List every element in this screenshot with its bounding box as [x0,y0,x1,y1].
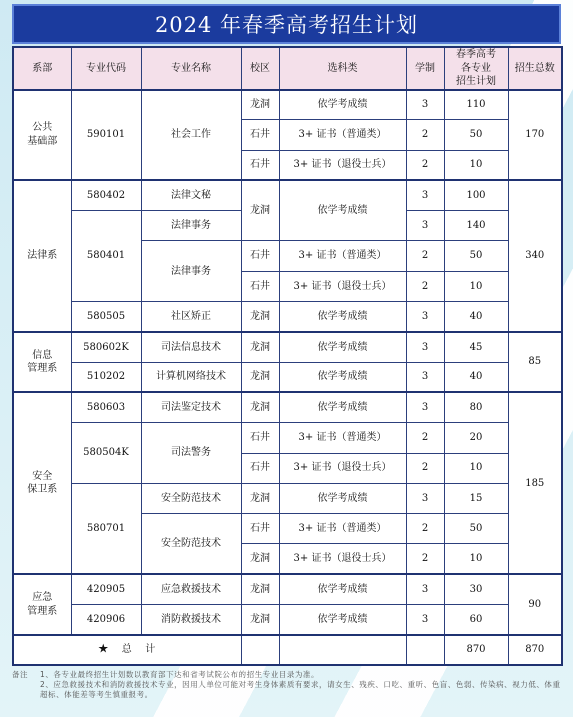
subject-cell: 3+ 证书（普通类） [279,241,406,271]
code-cell: 580701 [71,483,141,574]
note-item: 1、各专业最终招生计划数以教育部下达和省考试院公布的招生专业目录为准。 [40,670,320,679]
major-cell: 社区矫正 [141,302,241,332]
subject-cell: 依学考成绩 [279,302,406,332]
years-cell: 3 [406,574,444,604]
years-cell: 2 [406,423,444,453]
total-plan-cell: 870 [444,635,508,665]
campus-cell: 龙洞 [241,90,279,120]
note-item: 2、应急救援技术和消防救援技术专业，因用人单位可能对考生身体素质有要求，请女生、残疾、口吃、重听、色盲、色弱、传染病、视力低、体重超标、体能差等考生慎重报考。 [40,680,561,699]
table-row [13,302,562,332]
years-cell: 3 [406,211,444,241]
campus-cell: 龙洞 [241,332,279,362]
subject-cell: 3+ 证书（普通类） [279,120,406,150]
major-cell: 消防救援技术 [141,605,241,635]
campus-cell: 石井 [241,423,279,453]
header-plan: 春季高考 各专业 招生计划 [444,47,508,90]
table-row [13,423,562,453]
dept-cell: 法律系 [13,180,71,331]
header-dept: 系部 [13,47,71,90]
table-row [13,574,562,604]
dept-total-cell: 340 [508,180,562,331]
table-row [13,180,562,210]
header-campus: 校区 [241,47,279,90]
plan-cell: 30 [444,574,508,604]
subject-cell: 3+ 证书（退役士兵） [279,453,406,483]
subject-cell: 依学考成绩 [279,392,406,422]
notes-list [40,670,561,700]
plan-cell: 10 [444,544,508,574]
dept-total-cell: 85 [508,332,562,393]
header-years: 学制 [406,47,444,90]
page-title: 2024 年春季高考招生计划 [12,4,561,44]
table-row [13,362,562,392]
years-cell: 2 [406,241,444,271]
total-row [13,635,562,665]
major-cell: 安全防范技术 [141,514,241,575]
subject-cell: 依学考成绩 [279,483,406,513]
header-total: 招生总数 [508,47,562,90]
subject-cell: 3+ 证书（普通类） [279,423,406,453]
table-row [13,605,562,635]
major-cell: 司法信息技术 [141,332,241,362]
campus-cell: 龙洞 [241,544,279,574]
header-subject: 选科类 [279,47,406,90]
campus-cell: 龙洞 [241,392,279,422]
plan-cell: 10 [444,150,508,180]
years-cell: 2 [406,514,444,544]
plan-cell: 50 [444,514,508,544]
dept-total-cell: 170 [508,90,562,181]
table-row [13,392,562,422]
plan-cell: 40 [444,362,508,392]
years-cell: 3 [406,605,444,635]
code-cell: 590101 [71,90,141,181]
major-cell: 法律事务 [141,241,241,302]
code-cell: 580401 [71,211,141,302]
major-cell: 应急救援技术 [141,574,241,604]
notes-label: 备注 [12,670,29,679]
campus-cell: 龙洞 [241,180,279,241]
subject-cell: 依学考成绩 [279,90,406,120]
dept-total-cell: 90 [508,574,562,635]
code-cell: 580602K [71,332,141,362]
campus-cell: 石井 [241,241,279,271]
code-cell: 510202 [71,362,141,392]
campus-cell: 龙洞 [241,362,279,392]
years-cell: 3 [406,392,444,422]
campus-cell: 石井 [241,514,279,544]
campus-cell: 石井 [241,453,279,483]
plan-cell: 10 [444,271,508,301]
major-cell: 安全防范技术 [141,483,241,513]
empty-cell [241,635,279,665]
plan-cell: 10 [444,453,508,483]
plan-cell: 100 [444,180,508,210]
years-cell: 2 [406,150,444,180]
years-cell: 2 [406,544,444,574]
major-cell: 计算机网络技术 [141,362,241,392]
header-row [13,47,562,90]
notes [12,670,561,700]
major-cell: 司法警务 [141,423,241,484]
total-label: ★ 总 计 [13,635,241,665]
dept-cell: 信息 管理系 [13,332,71,393]
plan-cell: 50 [444,120,508,150]
plan-cell: 45 [444,332,508,362]
dept-cell: 公共 基础部 [13,90,71,181]
table-row [13,90,562,120]
plan-cell: 40 [444,302,508,332]
major-cell: 司法鉴定技术 [141,392,241,422]
years-cell: 3 [406,483,444,513]
code-cell: 420905 [71,574,141,604]
code-cell: 580505 [71,302,141,332]
plan-cell: 140 [444,211,508,241]
plan-cell: 20 [444,423,508,453]
years-cell: 3 [406,90,444,120]
header-code: 专业代码 [71,47,141,90]
years-cell: 2 [406,271,444,301]
major-cell: 社会工作 [141,90,241,181]
campus-cell: 石井 [241,120,279,150]
subject-cell: 3+ 证书（退役士兵） [279,150,406,180]
years-cell: 3 [406,362,444,392]
subject-cell: 依学考成绩 [279,332,406,362]
dept-cell: 应急 管理系 [13,574,71,635]
plan-cell: 110 [444,90,508,120]
subject-cell: 依学考成绩 [279,180,406,241]
dept-total-cell: 185 [508,392,562,574]
code-cell: 580603 [71,392,141,422]
plan-cell: 50 [444,241,508,271]
empty-cell [406,635,444,665]
campus-cell: 龙洞 [241,605,279,635]
dept-cell: 安全 保卫系 [13,392,71,574]
subject-cell: 依学考成绩 [279,574,406,604]
campus-cell: 石井 [241,271,279,301]
years-cell: 3 [406,302,444,332]
subject-cell: 3+ 证书（退役士兵） [279,271,406,301]
subject-cell: 依学考成绩 [279,605,406,635]
table-row [13,332,562,362]
grand-total-cell: 870 [508,635,562,665]
empty-cell [279,635,406,665]
code-cell: 580402 [71,180,141,210]
subject-cell: 依学考成绩 [279,362,406,392]
code-cell: 580504K [71,423,141,484]
years-cell: 3 [406,180,444,210]
major-cell: 法律事务 [141,211,241,241]
campus-cell: 石井 [241,150,279,180]
major-cell: 法律文秘 [141,180,241,210]
campus-cell: 龙洞 [241,302,279,332]
campus-cell: 龙洞 [241,574,279,604]
campus-cell: 龙洞 [241,483,279,513]
years-cell: 2 [406,120,444,150]
years-cell: 2 [406,453,444,483]
enrollment-plan-table [12,46,563,666]
header-major: 专业名称 [141,47,241,90]
years-cell: 3 [406,332,444,362]
plan-cell: 60 [444,605,508,635]
subject-cell: 3+ 证书（退役士兵） [279,544,406,574]
subject-cell: 3+ 证书（普通类） [279,514,406,544]
code-cell: 420906 [71,605,141,635]
plan-cell: 80 [444,392,508,422]
table-row [13,483,562,513]
plan-cell: 15 [444,483,508,513]
